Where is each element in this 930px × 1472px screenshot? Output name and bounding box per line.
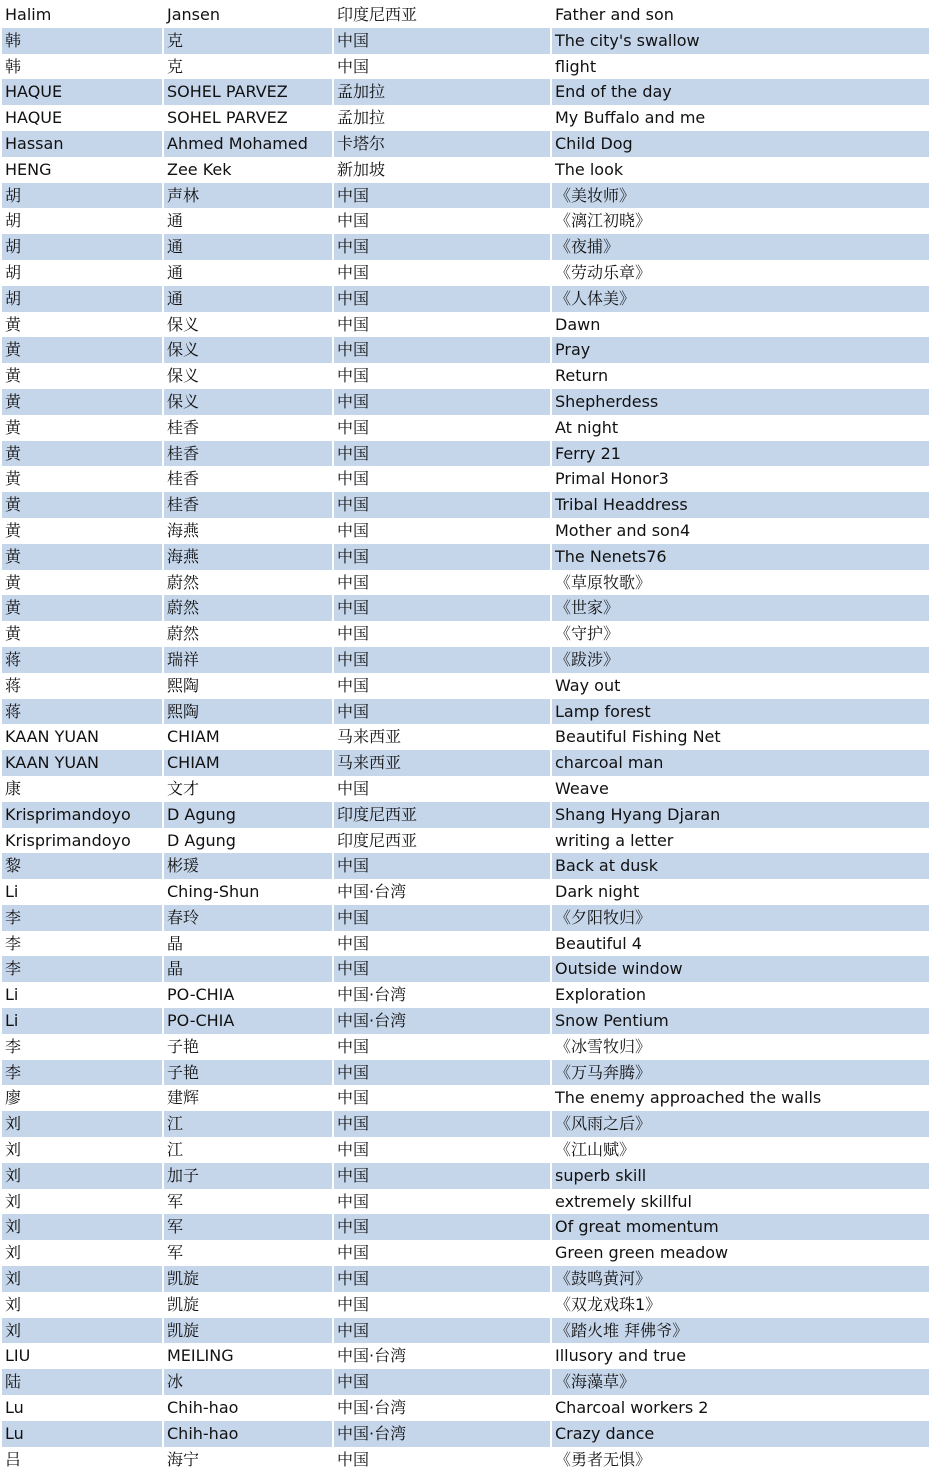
country-cell[interactable]: 中国: [334, 389, 552, 415]
given-name-cell[interactable]: 通: [164, 260, 334, 286]
country-cell[interactable]: 中国: [334, 956, 552, 982]
surname-cell[interactable]: Hassan: [2, 131, 164, 157]
table-row: [2, 1163, 929, 1189]
surname-cell[interactable]: KAAN YUAN: [2, 724, 164, 750]
title-cell[interactable]: The city's swallow: [552, 28, 929, 54]
given-name-cell[interactable]: 军: [164, 1240, 334, 1266]
country-cell[interactable]: 中国: [334, 1189, 552, 1215]
given-name-cell[interactable]: Chih-hao: [164, 1421, 334, 1447]
title-cell[interactable]: 《夜捕》: [552, 234, 929, 260]
title-cell[interactable]: 《美妆师》: [552, 183, 929, 209]
table-row: [2, 415, 929, 441]
table-row: [2, 931, 929, 957]
surname-cell[interactable]: 李: [2, 1060, 164, 1086]
surname-cell[interactable]: 韩: [2, 54, 164, 80]
table-row: [2, 1137, 929, 1163]
country-cell[interactable]: 中国: [334, 905, 552, 931]
country-cell[interactable]: 中国: [334, 1266, 552, 1292]
table-row: [2, 1060, 929, 1086]
title-cell[interactable]: 《勇者无惧》: [552, 1447, 929, 1472]
country-cell[interactable]: 中国: [334, 234, 552, 260]
surname-cell[interactable]: 胡: [2, 208, 164, 234]
surname-cell[interactable]: 黄: [2, 570, 164, 596]
surname-cell[interactable]: 胡: [2, 286, 164, 312]
title-cell[interactable]: 《漓江初晓》: [552, 208, 929, 234]
title-cell[interactable]: 《世家》: [552, 595, 929, 621]
given-name-cell[interactable]: D Agung: [164, 828, 334, 854]
table-row: [2, 905, 929, 931]
table-row: [2, 1111, 929, 1137]
table-row: [2, 1292, 929, 1318]
country-cell[interactable]: 中国·台湾: [334, 1421, 552, 1447]
surname-cell[interactable]: 蒋: [2, 699, 164, 725]
given-name-cell[interactable]: 桂香: [164, 441, 334, 467]
country-cell[interactable]: 马来西亚: [334, 750, 552, 776]
title-cell[interactable]: My Buffalo and me: [552, 105, 929, 131]
surname-cell[interactable]: 李: [2, 905, 164, 931]
title-cell[interactable]: 《跋涉》: [552, 647, 929, 673]
table-row: [2, 673, 929, 699]
table-row: [2, 1189, 929, 1215]
country-cell[interactable]: 中国·台湾: [334, 1343, 552, 1369]
title-cell[interactable]: Green green meadow: [552, 1240, 929, 1266]
country-cell[interactable]: 中国: [334, 931, 552, 957]
title-cell[interactable]: 《鼓鸣黄河》: [552, 1266, 929, 1292]
title-cell[interactable]: Return: [552, 363, 929, 389]
given-name-cell[interactable]: Zee Kek: [164, 157, 334, 183]
table-row: [2, 1447, 929, 1472]
title-cell[interactable]: Beautiful Fishing Net: [552, 724, 929, 750]
table-row: [2, 1214, 929, 1240]
country-cell[interactable]: 中国: [334, 1369, 552, 1395]
title-cell[interactable]: End of the day: [552, 79, 929, 105]
surname-cell[interactable]: 黄: [2, 337, 164, 363]
table-row: [2, 1008, 929, 1034]
title-cell[interactable]: Dawn: [552, 312, 929, 338]
table-row: [2, 544, 929, 570]
country-cell[interactable]: 中国: [334, 1214, 552, 1240]
given-name-cell[interactable]: 海燕: [164, 518, 334, 544]
country-cell[interactable]: 中国: [334, 518, 552, 544]
title-cell[interactable]: Weave: [552, 776, 929, 802]
country-cell[interactable]: 中国: [334, 1447, 552, 1472]
country-cell[interactable]: 中国: [334, 1111, 552, 1137]
surname-cell[interactable]: 刘: [2, 1111, 164, 1137]
title-cell[interactable]: superb skill: [552, 1163, 929, 1189]
given-name-cell[interactable]: 晶: [164, 956, 334, 982]
country-cell[interactable]: 中国: [334, 1137, 552, 1163]
surname-cell[interactable]: 胡: [2, 183, 164, 209]
country-cell[interactable]: 中国: [334, 673, 552, 699]
title-cell[interactable]: The look: [552, 157, 929, 183]
surname-cell[interactable]: 李: [2, 931, 164, 957]
table-row: [2, 157, 929, 183]
title-cell[interactable]: 《江山赋》: [552, 1137, 929, 1163]
title-cell[interactable]: Shang Hyang Djaran: [552, 802, 929, 828]
surname-cell[interactable]: Krisprimandoyo: [2, 802, 164, 828]
given-name-cell[interactable]: CHIAM: [164, 750, 334, 776]
country-cell[interactable]: 中国: [334, 441, 552, 467]
title-cell[interactable]: Back at dusk: [552, 853, 929, 879]
country-cell[interactable]: 中国·台湾: [334, 879, 552, 905]
country-cell[interactable]: 中国: [334, 1292, 552, 1318]
title-cell[interactable]: charcoal man: [552, 750, 929, 776]
table-row: [2, 389, 929, 415]
title-cell[interactable]: Mother and son4: [552, 518, 929, 544]
table-row: [2, 234, 929, 260]
surname-cell[interactable]: 黄: [2, 312, 164, 338]
surname-cell[interactable]: 刘: [2, 1266, 164, 1292]
given-name-cell[interactable]: 冰: [164, 1369, 334, 1395]
country-cell[interactable]: 中国: [334, 260, 552, 286]
surname-cell[interactable]: Li: [2, 879, 164, 905]
surname-cell[interactable]: 刘: [2, 1318, 164, 1344]
given-name-cell[interactable]: 声林: [164, 183, 334, 209]
table-row: [2, 1343, 929, 1369]
country-cell[interactable]: 中国: [334, 1163, 552, 1189]
given-name-cell[interactable]: 通: [164, 234, 334, 260]
surname-cell[interactable]: 吕: [2, 1447, 164, 1472]
given-name-cell[interactable]: 保义: [164, 389, 334, 415]
given-name-cell[interactable]: 熙陶: [164, 673, 334, 699]
table-row: [2, 105, 929, 131]
given-name-cell[interactable]: 军: [164, 1189, 334, 1215]
surname-cell[interactable]: Halim: [2, 2, 164, 28]
country-cell[interactable]: 中国: [334, 621, 552, 647]
surname-cell[interactable]: KAAN YUAN: [2, 750, 164, 776]
country-cell[interactable]: 中国: [334, 1240, 552, 1266]
surname-cell[interactable]: 黄: [2, 544, 164, 570]
table-row: [2, 1395, 929, 1421]
table-row: [2, 647, 929, 673]
surname-cell[interactable]: 蒋: [2, 673, 164, 699]
country-cell[interactable]: 中国: [334, 54, 552, 80]
table-row: [2, 1318, 929, 1344]
given-name-cell[interactable]: 桂香: [164, 466, 334, 492]
given-name-cell[interactable]: 桂香: [164, 415, 334, 441]
title-cell[interactable]: 《人体美》: [552, 286, 929, 312]
title-cell[interactable]: Crazy dance: [552, 1421, 929, 1447]
surname-cell[interactable]: HAQUE: [2, 105, 164, 131]
table-row: [2, 441, 929, 467]
table-row: [2, 28, 929, 54]
surname-cell[interactable]: 陆: [2, 1369, 164, 1395]
surname-cell[interactable]: HAQUE: [2, 79, 164, 105]
country-cell[interactable]: 中国: [334, 1085, 552, 1111]
title-cell[interactable]: 《劳动乐章》: [552, 260, 929, 286]
given-name-cell[interactable]: 文才: [164, 776, 334, 802]
country-cell[interactable]: 中国: [334, 466, 552, 492]
given-name-cell[interactable]: 保义: [164, 363, 334, 389]
table-row: [2, 286, 929, 312]
title-cell[interactable]: Outside window: [552, 956, 929, 982]
country-cell[interactable]: 孟加拉: [334, 79, 552, 105]
given-name-cell[interactable]: 晶: [164, 931, 334, 957]
surname-cell[interactable]: 李: [2, 956, 164, 982]
country-cell[interactable]: 中国: [334, 1318, 552, 1344]
title-cell[interactable]: flight: [552, 54, 929, 80]
given-name-cell[interactable]: 加子: [164, 1163, 334, 1189]
given-name-cell[interactable]: 江: [164, 1137, 334, 1163]
given-name-cell[interactable]: 子艳: [164, 1060, 334, 1086]
title-cell[interactable]: Charcoal workers 2: [552, 1395, 929, 1421]
country-cell[interactable]: 中国: [334, 208, 552, 234]
table-row: [2, 1421, 929, 1447]
surname-cell[interactable]: 康: [2, 776, 164, 802]
surname-cell[interactable]: 黄: [2, 466, 164, 492]
table-row: [2, 337, 929, 363]
title-cell[interactable]: The Nenets76: [552, 544, 929, 570]
surname-cell[interactable]: 黄: [2, 595, 164, 621]
table-row: [2, 260, 929, 286]
table-row: [2, 828, 929, 854]
surname-cell[interactable]: 廖: [2, 1085, 164, 1111]
table-row: [2, 595, 929, 621]
given-name-cell[interactable]: CHIAM: [164, 724, 334, 750]
country-cell[interactable]: 印度尼西亚: [334, 828, 552, 854]
title-cell[interactable]: Shepherdess: [552, 389, 929, 415]
given-name-cell[interactable]: MEILING: [164, 1343, 334, 1369]
title-cell[interactable]: Tribal Headdress: [552, 492, 929, 518]
surname-cell[interactable]: 黄: [2, 518, 164, 544]
surname-cell[interactable]: 刘: [2, 1137, 164, 1163]
country-cell[interactable]: 中国: [334, 492, 552, 518]
table-row: [2, 1085, 929, 1111]
given-name-cell[interactable]: 蔚然: [164, 595, 334, 621]
given-name-cell[interactable]: 建辉: [164, 1085, 334, 1111]
given-name-cell[interactable]: 通: [164, 286, 334, 312]
country-cell[interactable]: 中国: [334, 286, 552, 312]
surname-cell[interactable]: 胡: [2, 260, 164, 286]
country-cell[interactable]: 中国: [334, 853, 552, 879]
given-name-cell[interactable]: 江: [164, 1111, 334, 1137]
table-row: [2, 2, 929, 28]
table-row: [2, 54, 929, 80]
country-cell[interactable]: 中国: [334, 595, 552, 621]
given-name-cell[interactable]: Jansen: [164, 2, 334, 28]
title-cell[interactable]: extremely skillful: [552, 1189, 929, 1215]
country-cell[interactable]: 中国: [334, 570, 552, 596]
surname-cell[interactable]: HENG: [2, 157, 164, 183]
country-cell[interactable]: 新加坡: [334, 157, 552, 183]
given-name-cell[interactable]: 彬瑗: [164, 853, 334, 879]
title-cell[interactable]: Snow Pentium: [552, 1008, 929, 1034]
given-name-cell[interactable]: 蔚然: [164, 570, 334, 596]
table-row: [2, 621, 929, 647]
given-name-cell[interactable]: 军: [164, 1214, 334, 1240]
table-row: [2, 363, 929, 389]
given-name-cell[interactable]: 蔚然: [164, 621, 334, 647]
title-cell[interactable]: Exploration: [552, 982, 929, 1008]
title-cell[interactable]: 《双龙戏珠1》: [552, 1292, 929, 1318]
table-row: [2, 518, 929, 544]
table-row: [2, 699, 929, 725]
given-name-cell[interactable]: 克: [164, 28, 334, 54]
country-cell[interactable]: 印度尼西亚: [334, 802, 552, 828]
title-cell[interactable]: 《草原牧歌》: [552, 570, 929, 596]
table-row: [2, 1034, 929, 1060]
given-name-cell[interactable]: Chih-hao: [164, 1395, 334, 1421]
given-name-cell[interactable]: 保义: [164, 312, 334, 338]
country-cell[interactable]: 中国: [334, 647, 552, 673]
country-cell[interactable]: 中国: [334, 337, 552, 363]
surname-cell[interactable]: 黄: [2, 441, 164, 467]
table-row: [2, 570, 929, 596]
table-row: [2, 956, 929, 982]
country-cell[interactable]: 中国: [334, 544, 552, 570]
title-cell[interactable]: 《夕阳牧归》: [552, 905, 929, 931]
table-row: [2, 1240, 929, 1266]
table-row: [2, 879, 929, 905]
given-name-cell[interactable]: 凯旋: [164, 1266, 334, 1292]
surname-cell[interactable]: Li: [2, 982, 164, 1008]
table-row: [2, 492, 929, 518]
title-cell[interactable]: Pray: [552, 337, 929, 363]
title-cell[interactable]: Primal Honor3: [552, 466, 929, 492]
title-cell[interactable]: Child Dog: [552, 131, 929, 157]
surname-cell[interactable]: 刘: [2, 1292, 164, 1318]
given-name-cell[interactable]: PO-CHIA: [164, 1008, 334, 1034]
given-name-cell[interactable]: 克: [164, 54, 334, 80]
surname-cell[interactable]: Krisprimandoyo: [2, 828, 164, 854]
title-cell[interactable]: 《万马奔腾》: [552, 1060, 929, 1086]
given-name-cell[interactable]: 凯旋: [164, 1318, 334, 1344]
table-row: [2, 183, 929, 209]
surname-cell[interactable]: Lu: [2, 1395, 164, 1421]
given-name-cell[interactable]: 海燕: [164, 544, 334, 570]
title-cell[interactable]: Dark night: [552, 879, 929, 905]
country-cell[interactable]: 中国: [334, 699, 552, 725]
title-cell[interactable]: Ferry 21: [552, 441, 929, 467]
country-cell[interactable]: 中国: [334, 1060, 552, 1086]
given-name-cell[interactable]: 海宁: [164, 1447, 334, 1472]
title-cell[interactable]: Illusory and true: [552, 1343, 929, 1369]
title-cell[interactable]: Beautiful 4: [552, 931, 929, 957]
country-cell[interactable]: 中国: [334, 363, 552, 389]
country-cell[interactable]: 中国: [334, 1034, 552, 1060]
title-cell[interactable]: 《风雨之后》: [552, 1111, 929, 1137]
country-cell[interactable]: 马来西亚: [334, 724, 552, 750]
table-row: [2, 208, 929, 234]
given-name-cell[interactable]: D Agung: [164, 802, 334, 828]
surname-cell[interactable]: 刘: [2, 1214, 164, 1240]
surname-cell[interactable]: 黎: [2, 853, 164, 879]
country-cell[interactable]: 印度尼西亚: [334, 2, 552, 28]
country-cell[interactable]: 中国·台湾: [334, 1008, 552, 1034]
given-name-cell[interactable]: 瑞祥: [164, 647, 334, 673]
title-cell[interactable]: Way out: [552, 673, 929, 699]
title-cell[interactable]: 《踏火堆 拜佛爷》: [552, 1318, 929, 1344]
surname-cell[interactable]: 刘: [2, 1189, 164, 1215]
country-cell[interactable]: 中国: [334, 28, 552, 54]
country-cell[interactable]: 中国: [334, 776, 552, 802]
country-cell[interactable]: 卡塔尔: [334, 131, 552, 157]
title-cell[interactable]: At night: [552, 415, 929, 441]
table-row: [2, 802, 929, 828]
surname-cell[interactable]: 黄: [2, 415, 164, 441]
table-row: [2, 1266, 929, 1292]
title-cell[interactable]: Lamp forest: [552, 699, 929, 725]
country-cell[interactable]: 孟加拉: [334, 105, 552, 131]
surname-cell[interactable]: 李: [2, 1034, 164, 1060]
spreadsheet-table: [2, 2, 929, 1472]
table-row: [2, 724, 929, 750]
surname-cell[interactable]: Li: [2, 1008, 164, 1034]
country-cell[interactable]: 中国: [334, 183, 552, 209]
surname-cell[interactable]: 胡: [2, 234, 164, 260]
given-name-cell[interactable]: 春玲: [164, 905, 334, 931]
given-name-cell[interactable]: 凯旋: [164, 1292, 334, 1318]
title-cell[interactable]: Of great momentum: [552, 1214, 929, 1240]
table-row: [2, 312, 929, 338]
surname-cell[interactable]: LIU: [2, 1343, 164, 1369]
title-cell[interactable]: 《海藻草》: [552, 1369, 929, 1395]
title-cell[interactable]: writing a letter: [552, 828, 929, 854]
table-row: [2, 776, 929, 802]
table-row: [2, 466, 929, 492]
given-name-cell[interactable]: SOHEL PARVEZ: [164, 79, 334, 105]
table-row: [2, 131, 929, 157]
table-row: [2, 79, 929, 105]
given-name-cell[interactable]: 通: [164, 208, 334, 234]
table-row: [2, 982, 929, 1008]
surname-cell[interactable]: 刘: [2, 1163, 164, 1189]
surname-cell[interactable]: 蒋: [2, 647, 164, 673]
surname-cell[interactable]: 刘: [2, 1240, 164, 1266]
title-cell[interactable]: 《冰雪牧归》: [552, 1034, 929, 1060]
given-name-cell[interactable]: 熙陶: [164, 699, 334, 725]
country-cell[interactable]: 中国: [334, 415, 552, 441]
surname-cell[interactable]: 黄: [2, 621, 164, 647]
table-row: [2, 1369, 929, 1395]
surname-cell[interactable]: 黄: [2, 363, 164, 389]
surname-cell[interactable]: 黄: [2, 389, 164, 415]
given-name-cell[interactable]: PO-CHIA: [164, 982, 334, 1008]
given-name-cell[interactable]: 桂香: [164, 492, 334, 518]
country-cell[interactable]: 中国·台湾: [334, 1395, 552, 1421]
given-name-cell[interactable]: SOHEL PARVEZ: [164, 105, 334, 131]
table-row: [2, 750, 929, 776]
title-cell[interactable]: 《守护》: [552, 621, 929, 647]
country-cell[interactable]: 中国·台湾: [334, 982, 552, 1008]
surname-cell[interactable]: 黄: [2, 492, 164, 518]
country-cell[interactable]: 中国: [334, 312, 552, 338]
surname-cell[interactable]: 韩: [2, 28, 164, 54]
table-row: [2, 853, 929, 879]
title-cell[interactable]: The enemy approached the walls: [552, 1085, 929, 1111]
given-name-cell[interactable]: Ching-Shun: [164, 879, 334, 905]
given-name-cell[interactable]: 子艳: [164, 1034, 334, 1060]
title-cell[interactable]: Father and son: [552, 2, 929, 28]
table-body: [2, 2, 929, 1472]
surname-cell[interactable]: Lu: [2, 1421, 164, 1447]
given-name-cell[interactable]: 保义: [164, 337, 334, 363]
given-name-cell[interactable]: Ahmed Mohamed: [164, 131, 334, 157]
